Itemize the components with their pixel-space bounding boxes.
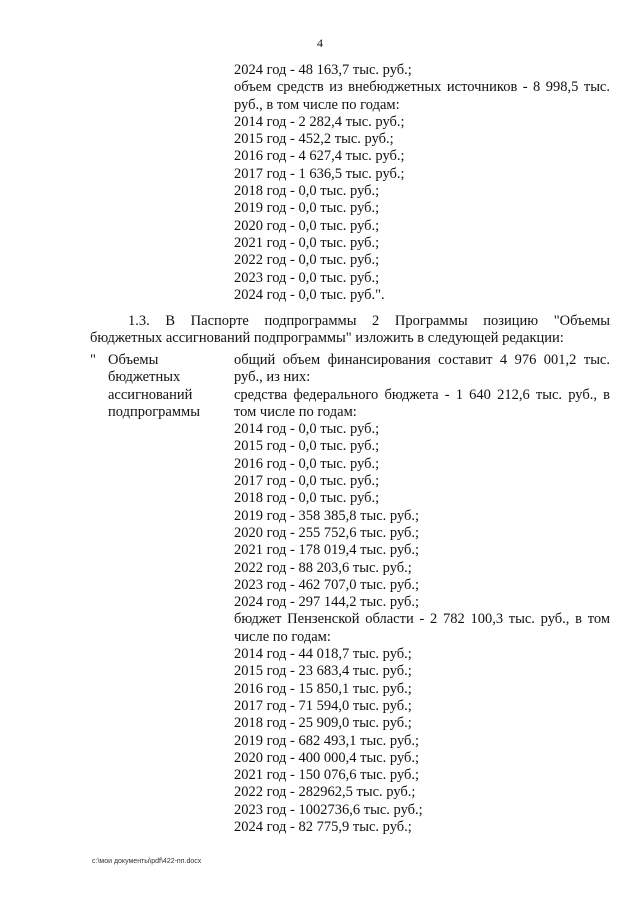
total-line: руб., из них: [234, 369, 311, 386]
total-line: общий объем финансирования составит 4 976 001,2 тыс. [234, 352, 610, 368]
regional-year-line: 2018 год - 25 909,0 тыс. руб.; [234, 715, 412, 732]
year-line: 2022 год - 0,0 тыс. руб.; [234, 252, 380, 269]
federal-year-line: 2017 год - 0,0 тыс. руб.; [234, 473, 380, 490]
offbudget-line: руб., в том числе по годам: [234, 96, 400, 113]
label-line: подпрограммы [108, 403, 200, 420]
top-funding-block [234, 62, 610, 304]
regional-year-line: 2020 год - 400 000,4 тыс. руб.; [234, 749, 420, 766]
label-line: Объемы [108, 352, 159, 368]
regional-year-line: 2022 год - 282962,5 тыс. руб.; [234, 784, 416, 801]
regional-year-line: 2024 год - 82 775,9 тыс. руб.; [234, 819, 412, 836]
year-line: 2015 год - 452,2 тыс. руб.; [234, 131, 394, 148]
regional-year-line: 2021 год - 150 076,6 тыс. руб.; [234, 767, 420, 784]
paragraph-line: бюджетных ассигнований подпрограммы" изложить в следующей редакции: [90, 330, 564, 347]
opening-quote: " [90, 352, 96, 368]
federal-year-line: 2019 год - 358 385,8 тыс. руб.; [234, 507, 420, 524]
regional-year-line: 2019 год - 682 493,1 тыс. руб.; [234, 732, 420, 749]
regional-year-line: 2017 год - 71 594,0 тыс. руб.; [234, 697, 412, 714]
funding-line: 2024 год - 48 163,7 тыс. руб.; [234, 62, 412, 78]
offbudget-line: объем средств из внебюджетных источников - 8 998,5 тыс. [234, 79, 610, 96]
section-paragraph [90, 313, 610, 348]
year-line: 2023 год - 0,0 тыс. руб.; [234, 269, 380, 286]
federal-year-line: 2024 год - 297 144,2 тыс. руб.; [234, 594, 420, 611]
federal-line: средства федерального бюджета - 1 640 212,6 тыс. руб., в [234, 386, 610, 403]
year-line: 2017 год - 1 636,5 тыс. руб.; [234, 165, 405, 182]
federal-year-line: 2014 год - 0,0 тыс. руб.; [234, 421, 380, 438]
federal-year-line: 2021 год - 178 019,4 тыс. руб.; [234, 542, 420, 559]
regional-line: бюджет Пензенской области - 2 782 100,3 тыс. руб., в том [234, 611, 610, 628]
label-line: ассигнований [108, 386, 193, 403]
row-value [234, 352, 610, 836]
regional-year-line: 2014 год - 44 018,7 тыс. руб.; [234, 646, 412, 663]
label-line: бюджетных [108, 369, 181, 386]
page-number: 4 [317, 36, 323, 50]
year-line: 2016 год - 4 627,4 тыс. руб.; [234, 148, 405, 165]
paragraph-line: 1.3. В Паспорте подпрограммы 2 Программы позицию "Объемы [128, 313, 610, 329]
regional-year-line: 2023 год - 1002736,6 тыс. руб.; [234, 801, 423, 818]
regional-year-line: 2016 год - 15 850,1 тыс. руб.; [234, 680, 412, 697]
federal-year-line: 2020 год - 255 752,6 тыс. руб.; [234, 524, 420, 541]
year-line: 2024 год - 0,0 тыс. руб.". [234, 286, 385, 303]
federal-line: том числе по годам: [234, 403, 357, 420]
year-line: 2021 год - 0,0 тыс. руб.; [234, 234, 380, 251]
footer-file-path: c:\мои документы\pdf\422-пп.docx [92, 858, 202, 865]
year-line: 2019 год - 0,0 тыс. руб.; [234, 200, 380, 217]
year-line: 2018 год - 0,0 тыс. руб.; [234, 183, 380, 200]
regional-line: числе по годам: [234, 628, 331, 645]
federal-year-line: 2023 год - 462 707,0 тыс. руб.; [234, 576, 420, 593]
federal-year-line: 2015 год - 0,0 тыс. руб.; [234, 438, 380, 455]
federal-year-line: 2016 год - 0,0 тыс. руб.; [234, 455, 380, 472]
year-line: 2014 год - 2 282,4 тыс. руб.; [234, 113, 405, 130]
federal-year-line: 2018 год - 0,0 тыс. руб.; [234, 490, 380, 507]
federal-year-line: 2022 год - 88 203,6 тыс. руб.; [234, 559, 412, 576]
row-label [108, 352, 228, 421]
regional-year-line: 2015 год - 23 683,4 тыс. руб.; [234, 663, 412, 680]
year-line: 2020 год - 0,0 тыс. руб.; [234, 217, 380, 234]
